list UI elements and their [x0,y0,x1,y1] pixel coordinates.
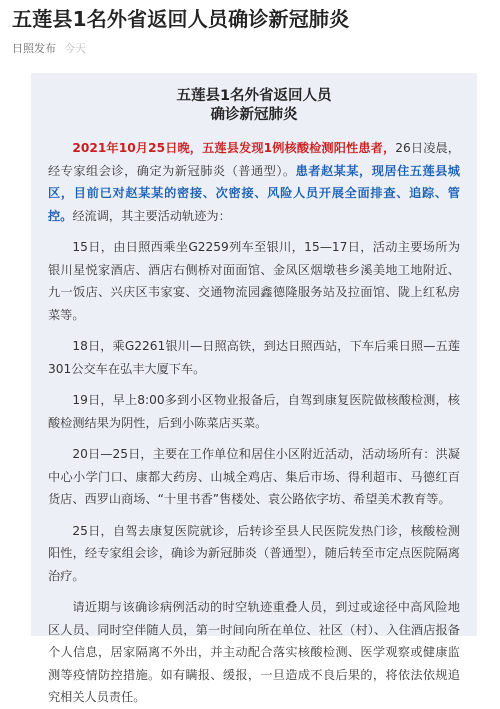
article-title [48,87,460,125]
article-title-line-2: 确诊新冠肺炎 [210,107,298,123]
paragraph-1 [48,137,460,227]
paragraph-1-text-a: 26日凌晨，经专家组会诊，确定为新冠肺炎（普通型）。 [48,141,460,178]
paragraph-2: 15日，由日照西乘坐G2259列车至银川，15—17日，活动主要场所为银川星悦家酒店、酒店右侧桥对面面馆、金凤区烟墩巷乡溪美地工地附近、九一饭店、兴庆区韦家宴、交通物流园鑫德隆服务站及拉面馆、陇上红私房菜等。 [48,240,460,322]
page-title: 五莲县1名外省返回人员确诊新冠肺炎 [12,7,350,31]
article-image [31,73,477,704]
highlight-blue: 患者赵某某，现居住五莲县城区，目前已对赵某某的密接、次密接、风险人员开展全面排查、追踪、管控。 [48,163,460,223]
paragraph-7: 请近期与该确诊病例活动的时空轨迹重叠人员，到过或途径中高风险地区人员、同时空伴随人员，第一时间向所在单位、社区（村）、入住酒店报备个人信息，居家隔离不外出，并主动配合落实核酸检测、医学观察或健康监测等疫情防控措施。如有瞒报、缓报，一旦造成不良后果的，将依法依规追究相关人员责任。 [48,600,460,704]
paragraph-6: 25日，自驾去康复医院就诊，后转诊至县人民医院发热门诊，核酸检测阳性，经专家组会诊，确诊为新冠肺炎（普通型），随后转至市定点医院隔离治疗。 [48,523,460,583]
article-header [12,6,492,56]
highlight-red: 2021年10月25日晚，五莲县发现1例核酸检测阳性患者， [72,141,396,155]
publish-time: 今天 [64,42,86,55]
source-link[interactable]: 日照发布 [12,42,56,55]
article-title-line-1: 五莲县1名外省返回人员 [176,88,332,104]
paragraph-5: 20日—25日，主要在工作单位和居住小区附近活动，活动场所有：洪凝中心小学门口、康都大药房、山城全鸡店、集后市场、得利超市、马德红百货店、西罗山商场、“十里书香”售楼处、袁公路依字坊、希望美术教育等。 [48,447,460,506]
paragraph-1-text-b: 经流调，其主要活动轨迹为： [72,208,231,223]
article-meta [12,42,492,56]
paragraph-4: 19日，早上8:00多到小区物业报备后，自驾到康复医院做核酸检测，核酸检测结果为阴性，后到小陈菜店买菜。 [48,393,460,430]
paragraph-3: 18日，乘G2261银川—日照高铁，到达日照西站，下车后乘日照—五莲301公交车在弘丰大厦下车。 [48,339,460,376]
article-body [31,87,477,709]
